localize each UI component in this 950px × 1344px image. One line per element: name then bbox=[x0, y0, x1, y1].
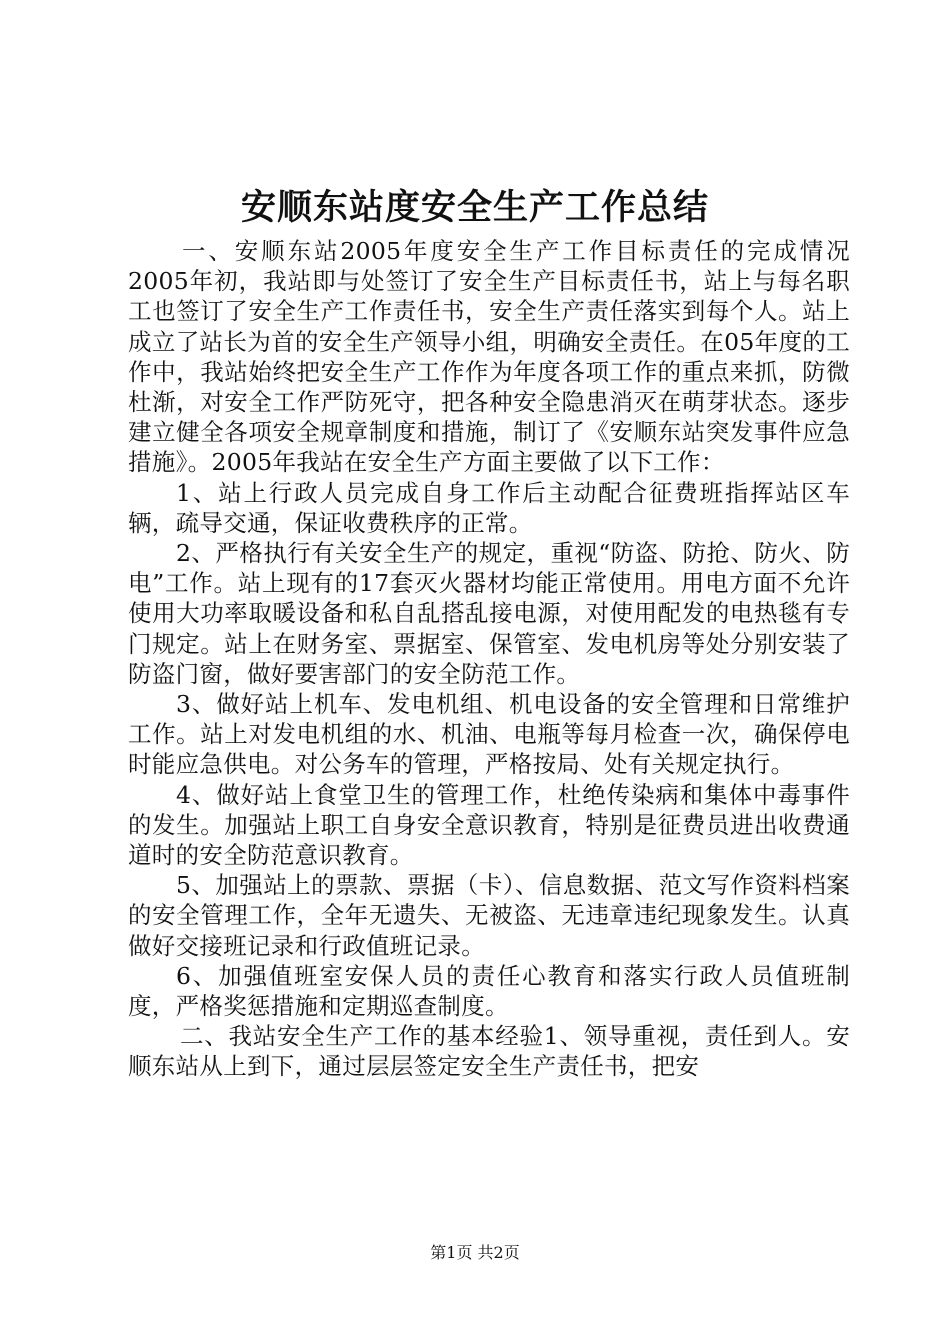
paragraph-item-1: 1、站上行政人员完成自身工作后主动配合征费班指挥站区车辆，疏导交通，保证收费秩序的正常。 bbox=[128, 478, 850, 537]
paragraph-item-2: 2、严格执行有关安全生产的规定，重视“防盗、防抢、防火、防电”工作。站上现有的17套灭火器材均能正常使用。用电方面不允许使用大功率取暖设备和私自乱搭乱接电源，对使用配发的电热毯有专门规定。站上在财务室、票据室、保管室、发电机房等处分别安装了防盗门窗，做好要害部门的安全防范工作。 bbox=[128, 539, 850, 688]
paragraph-item-6: 6、加强值班室安保人员的责任心教育和落实行政人员值班制度，严格奖惩措施和定期巡查制度。 bbox=[128, 961, 850, 1021]
page-footer: 第1页 共2页 bbox=[430, 1243, 520, 1262]
paragraph-item-4: 4、做好站上食堂卫生的管理工作，杜绝传染病和集体中毒事件的发生。加强站上职工自身安全意识教育，特别是征费员进出收费通道时的安全防范意识教育。 bbox=[128, 780, 850, 870]
paragraph-item-3: 3、做好站上机车、发电机组、机电设备的安全管理和日常维护工作。站上对发电机组的水、机油、电瓶等每月检查一次，确保停电时能应急供电。对公务车的管理，严格按局、处有关规定执行。 bbox=[128, 690, 850, 779]
document-title: 安顺东站度安全生产工作总结 bbox=[240, 187, 709, 228]
paragraph-item-5: 5、加强站上的票款、票据（卡）、信息数据、范文写作资料档案的安全管理工作，全年无遗失、无被盗、无违章违纪现象发生。认真做好交接班记录和行政值班记录。 bbox=[128, 871, 850, 960]
document-body bbox=[128, 236, 850, 1082]
paragraph-section-one: 一、安顺东站2005年度安全生产工作目标责任的完成情况2005年初，我站即与处签订了安全生产目标责任书，站上与每名职工也签订了安全生产工作责任书，安全生产责任落实到每个人。站上成立了站长为首的安全生产领导小组，明确安全责任。在05年度的工作中，我站始终把安全生产工作作为年度各项工作的重点来抓，防微杜渐，对安全工作严防死守，把各种安全隐患消灭在萌芽状态。逐步建立健全各项安全规章制度和措施，制订了《安顺东站突发事件应急措施》。2005年我站在安全生产方面主要做了以下工作： bbox=[128, 237, 850, 477]
paragraph-section-two: 二、我站安全生产工作的基本经验1、领导重视，责任到人。安顺东站从上到下，通过层层签定安全生产责任书，把安 bbox=[128, 1022, 850, 1081]
